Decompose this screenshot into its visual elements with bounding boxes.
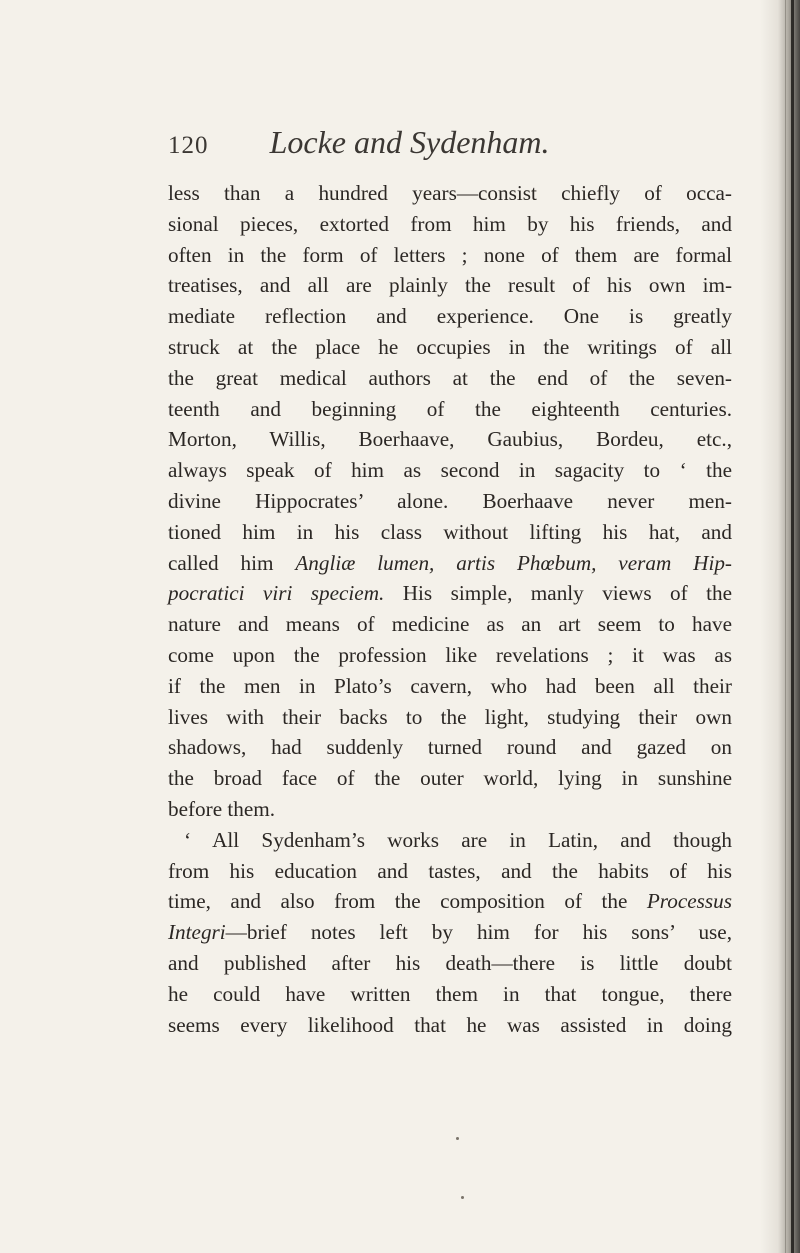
text-run: time, and also from the composition of the: [168, 889, 647, 914]
text-line: mediate reflection and experience. One is greatly: [168, 304, 732, 329]
text-line: the broad face of the outer world, lying in sunshine: [168, 766, 732, 791]
text-line-mixed: [168, 578, 732, 609]
body-text: [168, 178, 732, 1040]
text-line: and published after his death—there is little doubt: [168, 950, 732, 975]
text-line: less than a hundred years—consist chiefly of occa-: [168, 181, 732, 205]
text-line-mixed: [168, 548, 732, 579]
text-line: struck at the place he occupies in the writings of all: [168, 334, 732, 359]
text-line-mixed: [168, 917, 732, 948]
text-line: lives with their backs to the light, studying their own: [168, 704, 732, 729]
text-line: he could have written them in that tongue, there: [168, 981, 732, 1006]
latin-title: Processus: [646, 889, 732, 914]
text-line: seems every likelihood that he was assisted in doing: [168, 1012, 732, 1037]
page-binding-shadow: [760, 0, 800, 1253]
text-line: treatises, and all are plainly the result of his own im-: [168, 273, 732, 298]
paper-speck: [461, 1196, 464, 1199]
text-line: nature and means of medicine as an art seem to have: [168, 612, 732, 637]
page-edge-line: [785, 0, 786, 1253]
text-line: sional pieces, extorted from him by his friends, and: [168, 211, 732, 236]
text-line: shadows, had suddenly turned round and gazed on: [168, 735, 732, 760]
text-line: Morton, Willis, Boerhaave, Gaubius, Bordeu, etc.,: [168, 427, 732, 452]
text-line: always speak of him as second in sagacity to ‘ the: [168, 458, 732, 483]
page-header: [168, 124, 550, 164]
text-line: divine Hippocrates’ alone. Boerhaave never men-: [168, 488, 732, 513]
text-line: often in the form of letters ; none of them are formal: [168, 242, 732, 267]
paper-speck: [456, 1137, 459, 1140]
page-number: 120: [168, 132, 209, 159]
text-line: from his education and tastes, and the habits of his: [168, 858, 732, 883]
text-line: tioned him in his class without lifting his hat, and: [168, 519, 732, 544]
latin-title: Integri: [168, 920, 226, 945]
text-run: called him: [168, 550, 296, 575]
text-line: if the men in Plato’s cavern, who had been all their: [168, 673, 732, 698]
text-line: before them.: [168, 796, 276, 821]
text-line: come upon the profession like revelations ; it was as: [168, 642, 732, 667]
running-head-title: Locke and Sydenham.: [269, 124, 550, 160]
text-run: —brief notes left by him for his sons’ use,: [225, 920, 732, 945]
text-line: teenth and beginning of the eighteenth centuries.: [168, 396, 732, 421]
latin-quote: pocratici viri speciem.: [168, 581, 385, 606]
page-edge-dark-line: [791, 0, 794, 1253]
text-run: His simple, manly views of the: [384, 581, 733, 606]
paragraph-start-line: ‘ All Sydenham’s works are in Latin, and though: [184, 827, 732, 852]
text-line: the great medical authors at the end of the seven-: [168, 365, 732, 390]
text-line-mixed: [168, 886, 732, 917]
latin-quote: Angliæ lumen, artis Phœbum, veram Hip-: [295, 550, 732, 575]
